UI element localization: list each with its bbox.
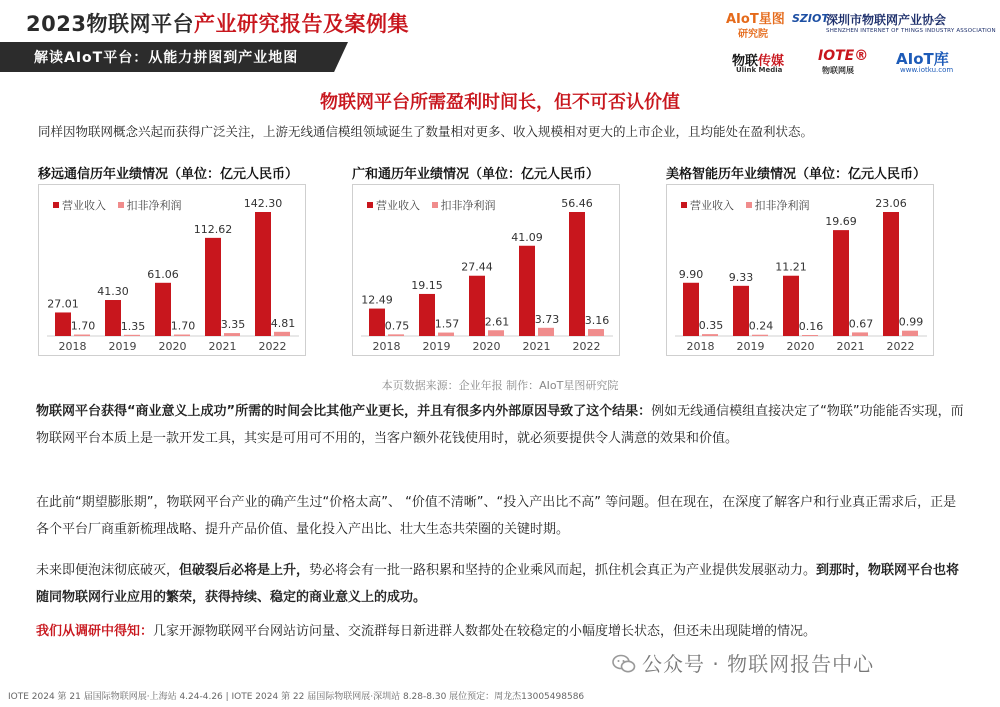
revenue-bar (419, 294, 435, 336)
intro-text: 同样因物联网概念兴起而获得广泛关注，上游无线通信模组领域诞生了数量相对更多、收入规模相对更大的上市企业，且均能处在盈利状态。 (38, 124, 814, 139)
paragraph-3 (36, 557, 966, 611)
profit-data-label: 4.81 (270, 316, 296, 330)
paragraph-3-d: 到那时，物联网平台也将随同物联网行业应用的繁荣，获得持续、稳定的商业意义上的成功。 (36, 563, 960, 605)
profit-data-label: 0.16 (798, 320, 824, 333)
x-tick-label: 2022 (572, 340, 601, 353)
profit-data-label: 0.75 (384, 319, 410, 333)
legend-revenue-label: 营业收入 (62, 199, 106, 212)
revenue-bar (105, 300, 121, 336)
legend-profit-label: 扣非净利润 (754, 199, 810, 212)
x-tick-label: 2020 (472, 340, 501, 353)
paragraph-3-a: 未来即便泡沫彻底破灭， (36, 563, 180, 578)
profit-bar (902, 331, 918, 336)
profit-data-label: 0.35 (698, 319, 724, 333)
paragraph-4 (36, 618, 966, 645)
paragraph-1-rest: 例如无线通信模组直接决定了“物联”功能能否实现，而物联网平台本质上是一款开发工具，其实是可用可不用的，当客户额外花钱使用时，就必须要提供令人满意的效果和价值。 (36, 404, 964, 446)
chart-quectel (38, 184, 306, 356)
report-subtitle: 解读AIoT平台：从能力拼图到产业地图 (34, 50, 299, 66)
revenue-data-label: 27.44 (461, 260, 493, 274)
chart-fibocom (352, 184, 620, 356)
profit-data-label: 1.35 (120, 319, 146, 333)
legend-profit-label: 扣非净利润 (440, 199, 496, 212)
profit-data-label: 1.70 (70, 319, 96, 333)
profit-bar (538, 328, 554, 336)
revenue-data-label: 12.49 (361, 293, 393, 307)
association-logo-en: SHENZHEN INTERNET OF THINGS INDUSTRY ASSOCIATION (826, 28, 996, 34)
iote-logo-sub: 物联网展 (822, 66, 854, 75)
revenue-data-label: 19.15 (411, 278, 443, 292)
profit-bar (852, 332, 868, 336)
paragraph-1-bold: 物联网平台获得“商业意义上成功”所需的时间会比其他产业更长，并且有很多内外部原因导致了这个结果： (36, 404, 652, 419)
report-title (26, 8, 409, 38)
paragraph-3-b: 但破裂后必将是上升， (179, 563, 310, 578)
wechat-icon (612, 654, 636, 674)
x-tick-label: 2018 (686, 340, 715, 353)
profit-bar (74, 335, 90, 336)
x-tick-label: 2021 (836, 340, 865, 353)
aiotku-logo: AIoT库 (896, 50, 949, 68)
aiot-logo-sub: 研究院 (738, 29, 768, 40)
profit-bar (588, 329, 604, 336)
profit-bar (124, 335, 140, 336)
x-tick-label: 2022 (886, 340, 915, 353)
revenue-data-label: 23.06 (875, 197, 907, 210)
revenue-data-label: 41.09 (511, 230, 543, 244)
profit-data-label: 0.99 (898, 315, 924, 329)
profit-bar (752, 335, 768, 336)
revenue-bar (55, 312, 71, 336)
ulink-media-logo-sub: Ulink Media (736, 66, 783, 74)
chart-svg (667, 185, 935, 357)
x-tick-label: 2022 (258, 340, 287, 353)
revenue-bar (255, 212, 271, 336)
chart-svg (353, 185, 621, 357)
report-title-part1: 2023物联网平台 (26, 12, 194, 36)
revenue-data-label: 41.30 (97, 285, 129, 299)
association-logo: 深圳市物联网产业协会 (826, 13, 947, 27)
profit-bar (438, 333, 454, 336)
profit-data-label: 2.61 (484, 315, 510, 329)
x-tick-label: 2021 (208, 340, 237, 353)
revenue-data-label: 142.30 (243, 197, 283, 210)
revenue-bar (733, 286, 749, 336)
paragraph-1 (36, 398, 966, 452)
profit-data-label: 3.35 (220, 318, 246, 332)
revenue-bar (783, 276, 799, 336)
revenue-data-label: 27.01 (47, 297, 79, 311)
paragraph-2: 在此前“期望膨胀期”，物联网平台产业的确产生过“价格太高”、 “价值不清晰”、“投入产出比不高” 等问题。但在现在，在深度了解客户和行业真正需求后，正是各个平台厂商重新梳理战略、提升产品价值、量化投入产出比、壮大生态共荣圈的关键时期。 (36, 495, 957, 537)
revenue-data-label: 11.21 (775, 260, 807, 274)
revenue-data-label: 61.06 (147, 267, 179, 281)
profit-bar (274, 332, 290, 336)
page-title: 物联网平台所需盈利时间长，但不可否认价值 (320, 92, 680, 113)
revenue-bar (469, 276, 485, 336)
aiotku-logo-sub: www.iotku.com (900, 66, 954, 74)
revenue-bar (519, 246, 535, 336)
x-tick-label: 2020 (158, 340, 187, 353)
x-tick-label: 2019 (736, 340, 765, 353)
chart-title-quectel: 移远通信历年业绩情况（单位：亿元人民币） (38, 167, 299, 182)
profit-bar (802, 335, 818, 336)
profit-data-label: 3.16 (584, 314, 610, 328)
profit-data-label: 0.67 (848, 317, 874, 331)
chart-title-meig: 美格智能历年业绩情况（单位：亿元人民币） (666, 167, 927, 182)
revenue-data-label: 112.62 (193, 222, 233, 236)
revenue-bar (833, 230, 849, 336)
chart-meig (666, 184, 934, 356)
profit-bar (488, 330, 504, 336)
ulink-logo-b: 传媒 (758, 54, 785, 69)
profit-bar (388, 334, 404, 336)
revenue-data-label: 9.90 (678, 267, 704, 281)
ulink-logo-a: 物联 (732, 54, 759, 69)
x-tick-label: 2019 (108, 340, 137, 353)
chart-svg (39, 185, 307, 357)
revenue-bar (205, 238, 221, 336)
revenue-bar (155, 283, 171, 336)
paragraph-4-rest: 几家开源物联网平台网站访问量、交流群每日新进群人数都处在较稳定的小幅度增长状态，但还未出现陡增的情况。 (153, 624, 817, 639)
paragraph-4-lead: 我们从调研中得知： (36, 624, 154, 639)
legend-profit-label: 扣非净利润 (126, 199, 182, 212)
profit-bar (174, 335, 190, 336)
legend-revenue-label: 营业收入 (690, 199, 734, 212)
sziot-logo: SZIOT (792, 12, 829, 25)
paragraph-3-c: 势必将会有一批一路积累和坚持的企业乘风而起，抓住机会真正为产业提供发展驱动力。 (309, 563, 817, 578)
profit-bar (224, 333, 240, 336)
profit-data-label: 3.73 (534, 312, 560, 326)
revenue-bar (569, 212, 585, 336)
revenue-data-label: 19.69 (825, 215, 857, 229)
x-tick-label: 2018 (372, 340, 401, 353)
aiot-logo: AIoT星图 (726, 12, 785, 27)
iote-logo: IOTE® (818, 48, 869, 64)
chart-title-fibocom: 广和通历年业绩情况（单位：亿元人民币） (352, 167, 600, 182)
revenue-bar (683, 283, 699, 336)
x-tick-label: 2019 (422, 340, 451, 353)
profit-data-label: 0.24 (748, 319, 774, 333)
footer-note: IOTE 2024 第 21 届国际物联网展·上海站 4.24-4.26 | IOTE 2024 第 22 届国际物联网展·深圳站 8.28-8.30 展位预定：周龙杰13005498586 (8, 692, 585, 702)
x-tick-label: 2020 (786, 340, 815, 353)
partner-logos (718, 6, 996, 76)
revenue-bar (883, 212, 899, 336)
profit-data-label: 1.70 (170, 319, 196, 333)
profit-data-label: 1.57 (434, 317, 460, 331)
wechat-watermark (612, 648, 874, 677)
x-tick-label: 2021 (522, 340, 551, 353)
watermark-text: 公众号 · 物联网报告中心 (642, 652, 875, 676)
legend-revenue-label: 营业收入 (376, 199, 420, 212)
x-tick-label: 2018 (58, 340, 87, 353)
revenue-bar (369, 309, 385, 336)
revenue-data-label: 56.46 (561, 197, 593, 210)
data-source-note: 本页数据来源：企业年报 制作：AIoT星图研究院 (381, 379, 619, 392)
profit-bar (702, 334, 718, 336)
report-title-part2: 产业研究报告及案例集 (193, 12, 409, 36)
revenue-data-label: 9.33 (728, 270, 754, 284)
